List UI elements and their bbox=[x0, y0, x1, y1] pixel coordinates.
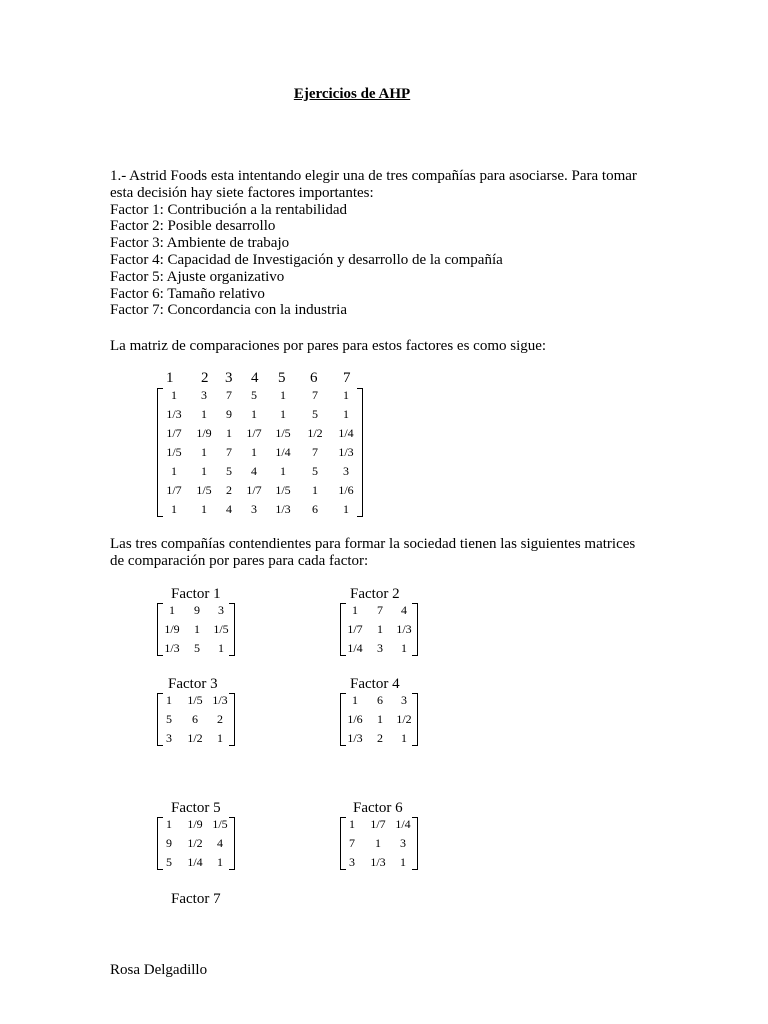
matrix-cell: 1/5 bbox=[187, 693, 203, 707]
matrix-cell: 1/6 bbox=[347, 712, 363, 726]
matrix-cell: 7 bbox=[226, 445, 232, 459]
matrix-cell: 7 bbox=[349, 836, 355, 850]
matrix-cell: 1/5 bbox=[275, 426, 291, 440]
matrix-cell: 1 bbox=[166, 693, 172, 707]
matrix-cell: 1 bbox=[169, 603, 175, 617]
matrix-row bbox=[157, 443, 363, 462]
matrix-cell: 1 bbox=[343, 502, 349, 516]
matrix-cell: 9 bbox=[166, 836, 172, 850]
matrix-row bbox=[157, 620, 235, 639]
factor-matrix-label: Factor 3 bbox=[168, 676, 218, 692]
matrix-row bbox=[157, 639, 235, 658]
matrix-cell: 1 bbox=[201, 445, 207, 459]
factor-matrix-label: Factor 5 bbox=[171, 800, 221, 816]
matrix-cell: 1 bbox=[194, 622, 200, 636]
matrix-cell: 3 bbox=[251, 502, 257, 516]
factor-item: Factor 7: Concordancia con la industria bbox=[110, 302, 348, 319]
matrix-cell: 1 bbox=[226, 426, 232, 440]
matrix-cell: 1/2 bbox=[307, 426, 323, 440]
matrix-cell: 1 bbox=[343, 388, 349, 402]
matrix-cell: 1/7 bbox=[370, 817, 386, 831]
matrix-row bbox=[157, 710, 235, 729]
matrix-cell: 1/7 bbox=[166, 483, 182, 497]
matrix-cell: 1/3 bbox=[370, 855, 386, 869]
matrix-cell: 1 bbox=[171, 388, 177, 402]
matrix-row bbox=[157, 405, 363, 424]
matrix-row bbox=[157, 729, 235, 748]
matrix-cell: 1 bbox=[375, 836, 381, 850]
matrix-cell: 1 bbox=[171, 464, 177, 478]
matrix-row bbox=[340, 815, 418, 834]
page-title: Ejercicios de AHP bbox=[293, 86, 411, 102]
matrix-row bbox=[157, 834, 235, 853]
matrix-cell: 1 bbox=[201, 502, 207, 516]
matrix-col-header: 5 bbox=[278, 370, 286, 386]
factor-matrix-label: Factor 6 bbox=[353, 800, 403, 816]
factor-item: Factor 4: Capacidad de Investigación y desarrollo de la compañía bbox=[110, 251, 503, 268]
main-matrix-header bbox=[0, 370, 768, 388]
matrix-cell: 1/3 bbox=[212, 693, 228, 707]
matrix-cell: 9 bbox=[194, 603, 200, 617]
main-matrix bbox=[157, 386, 363, 519]
matrix-row bbox=[157, 481, 363, 500]
factor-matrix bbox=[340, 815, 418, 872]
matrix-cell: 4 bbox=[217, 836, 223, 850]
matrix-cell: 1 bbox=[201, 407, 207, 421]
matrix-cell: 5 bbox=[312, 407, 318, 421]
matrix-row bbox=[157, 424, 363, 443]
matrix-cell: 1 bbox=[401, 731, 407, 745]
matrix-cell: 3 bbox=[401, 693, 407, 707]
matrix-cell: 1 bbox=[401, 641, 407, 655]
matrix-cell: 1/2 bbox=[396, 712, 412, 726]
matrix-row bbox=[157, 815, 235, 834]
matrix-cell: 4 bbox=[401, 603, 407, 617]
matrix-col-header: 3 bbox=[225, 370, 233, 386]
factor-matrix-label: Factor 1 bbox=[171, 586, 221, 602]
matrix-cell: 5 bbox=[312, 464, 318, 478]
matrix-cell: 1 bbox=[352, 603, 358, 617]
matrix-cell: 5 bbox=[166, 855, 172, 869]
matrix-cell: 1 bbox=[312, 483, 318, 497]
matrix-cell: 1/4 bbox=[187, 855, 203, 869]
matrix-cell: 1 bbox=[218, 641, 224, 655]
matrix-cell: 3 bbox=[377, 641, 383, 655]
matrix-cell: 1 bbox=[280, 388, 286, 402]
intro-paragraph bbox=[110, 168, 670, 319]
matrix-cell: 4 bbox=[226, 502, 232, 516]
matrix-cell: 1 bbox=[251, 445, 257, 459]
matrix-cell: 2 bbox=[226, 483, 232, 497]
matrix-cell: 1/7 bbox=[246, 426, 262, 440]
footer-author: Rosa Delgadillo bbox=[110, 962, 208, 978]
matrix-row bbox=[157, 853, 235, 872]
matrix-cell: 1 bbox=[280, 407, 286, 421]
matrix-row bbox=[340, 691, 418, 710]
matrix-row bbox=[340, 620, 418, 639]
matrix-cell: 1 bbox=[201, 464, 207, 478]
factor-matrix bbox=[157, 815, 235, 872]
matrix-col-header: 1 bbox=[166, 370, 174, 386]
matrix-cell: 2 bbox=[217, 712, 223, 726]
matrix-cell: 1/9 bbox=[164, 622, 180, 636]
matrix-cell: 5 bbox=[166, 712, 172, 726]
matrix-row bbox=[340, 729, 418, 748]
matrix-row bbox=[157, 601, 235, 620]
matrix-intro: La matriz de comparaciones por pares para estos factores es como sigue: bbox=[110, 338, 547, 354]
matrix-cell: 1/3 bbox=[338, 445, 354, 459]
intro-line: 1.- Astrid Foods esta intentando elegir una de tres compañías para asociarse. Para tomar bbox=[110, 168, 637, 184]
matrix-cell: 1 bbox=[352, 693, 358, 707]
matrix-cell: 3 bbox=[343, 464, 349, 478]
matrix-cell: 6 bbox=[312, 502, 318, 516]
matrix-cell: 1/5 bbox=[196, 483, 212, 497]
factor-item: Factor 2: Posible desarrollo bbox=[110, 218, 276, 235]
matrix-cell: 1/5 bbox=[275, 483, 291, 497]
matrix-cell: 5 bbox=[194, 641, 200, 655]
companies-intro-line: Las tres compañías contendientes para formar la sociedad tienen las siguientes matrices bbox=[110, 536, 636, 552]
matrix-row bbox=[157, 691, 235, 710]
matrix-cell: 1/6 bbox=[338, 483, 354, 497]
matrix-cell: 1/9 bbox=[187, 817, 203, 831]
matrix-cell: 2 bbox=[377, 731, 383, 745]
matrix-cell: 3 bbox=[400, 836, 406, 850]
matrix-cell: 1/7 bbox=[347, 622, 363, 636]
matrix-row bbox=[157, 500, 363, 519]
factor-7-label: Factor 7 bbox=[171, 891, 221, 907]
matrix-cell: 1/9 bbox=[196, 426, 212, 440]
matrix-cell: 1 bbox=[377, 622, 383, 636]
matrix-cell: 3 bbox=[218, 603, 224, 617]
companies-intro-line: de comparación por pares para cada factor: bbox=[110, 552, 369, 569]
matrix-cell: 1/2 bbox=[187, 731, 203, 745]
matrix-cell: 1/4 bbox=[395, 817, 411, 831]
matrix-cell: 7 bbox=[312, 388, 318, 402]
matrix-cell: 3 bbox=[201, 388, 207, 402]
matrix-cell: 7 bbox=[377, 603, 383, 617]
matrix-col-header: 7 bbox=[343, 370, 351, 386]
matrix-cell: 6 bbox=[377, 693, 383, 707]
matrix-row bbox=[340, 710, 418, 729]
matrix-cell: 1 bbox=[217, 731, 223, 745]
matrix-row bbox=[157, 462, 363, 481]
matrix-cell: 1/4 bbox=[347, 641, 363, 655]
matrix-row bbox=[157, 386, 363, 405]
factor-matrix bbox=[340, 691, 418, 748]
matrix-row bbox=[340, 853, 418, 872]
matrix-cell: 1/2 bbox=[187, 836, 203, 850]
matrix-cell: 6 bbox=[192, 712, 198, 726]
matrix-cell: 4 bbox=[251, 464, 257, 478]
factor-matrix bbox=[157, 601, 235, 658]
matrix-cell: 1/3 bbox=[164, 641, 180, 655]
matrix-cell: 1 bbox=[377, 712, 383, 726]
matrix-cell: 3 bbox=[349, 855, 355, 869]
matrix-cell: 1 bbox=[343, 407, 349, 421]
matrix-cell: 1/7 bbox=[166, 426, 182, 440]
matrix-cell: 1 bbox=[349, 817, 355, 831]
matrix-cell: 1 bbox=[400, 855, 406, 869]
matrix-row bbox=[340, 834, 418, 853]
matrix-cell: 1/5 bbox=[212, 817, 228, 831]
factor-item: Factor 5: Ajuste organizativo bbox=[110, 268, 285, 285]
matrix-col-header: 2 bbox=[201, 370, 209, 386]
matrix-cell: 3 bbox=[166, 731, 172, 745]
factor-matrix bbox=[157, 691, 235, 748]
matrix-cell: 5 bbox=[226, 464, 232, 478]
matrix-cell: 1/5 bbox=[213, 622, 229, 636]
factor-matrix-label: Factor 2 bbox=[350, 586, 400, 602]
matrix-cell: 1/5 bbox=[166, 445, 182, 459]
matrix-cell: 1 bbox=[171, 502, 177, 516]
matrix-cell: 1/7 bbox=[246, 483, 262, 497]
matrix-col-header: 4 bbox=[251, 370, 259, 386]
factor-item: Factor 6: Tamaño relativo bbox=[110, 285, 265, 302]
matrix-cell: 1/4 bbox=[338, 426, 354, 440]
matrix-cell: 1 bbox=[251, 407, 257, 421]
factor-matrix-label: Factor 4 bbox=[350, 676, 400, 692]
matrix-cell: 1/3 bbox=[166, 407, 182, 421]
matrix-cell: 1/3 bbox=[396, 622, 412, 636]
matrix-cell: 9 bbox=[226, 407, 232, 421]
companies-intro bbox=[110, 536, 670, 570]
matrix-cell: 7 bbox=[226, 388, 232, 402]
factor-item: Factor 1: Contribución a la rentabilidad bbox=[110, 201, 348, 218]
matrix-cell: 7 bbox=[312, 445, 318, 459]
matrix-cell: 1 bbox=[217, 855, 223, 869]
matrix-cell: 1 bbox=[280, 464, 286, 478]
matrix-cell: 1/4 bbox=[275, 445, 291, 459]
factor-matrix bbox=[340, 601, 418, 658]
matrix-row bbox=[340, 639, 418, 658]
matrix-cell: 1/3 bbox=[275, 502, 291, 516]
matrix-row bbox=[340, 601, 418, 620]
matrix-cell: 1 bbox=[166, 817, 172, 831]
intro-line: esta decisión hay siete factores importantes: bbox=[110, 184, 374, 201]
factor-item: Factor 3: Ambiente de trabajo bbox=[110, 235, 290, 252]
matrix-cell: 5 bbox=[251, 388, 257, 402]
matrix-col-header: 6 bbox=[310, 370, 318, 386]
matrix-cell: 1/3 bbox=[347, 731, 363, 745]
